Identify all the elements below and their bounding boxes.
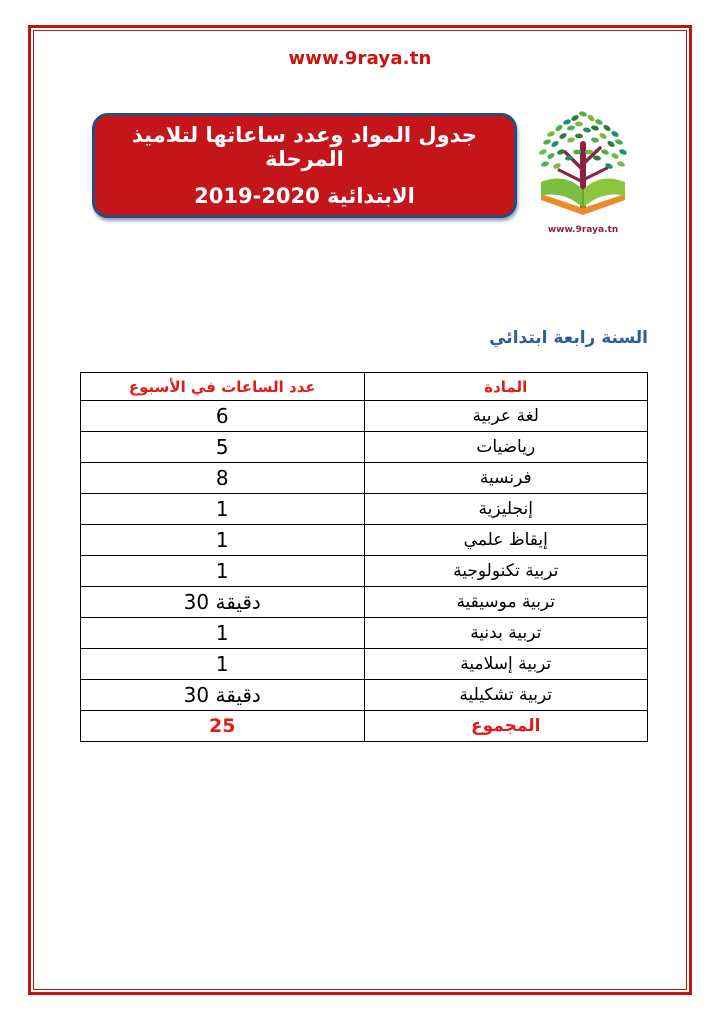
subject-cell: تربية بدنية xyxy=(364,618,648,649)
site-header-url: www.9raya.tn xyxy=(288,48,432,69)
header-subject: المادة xyxy=(364,373,648,401)
tree-book-logo-icon xyxy=(533,108,633,220)
title-line-2: الابتدائية 2020-2019 xyxy=(194,184,415,209)
total-label: المجموع xyxy=(364,711,648,742)
table-row xyxy=(81,401,648,432)
subject-cell: تربية تكنولوجية xyxy=(364,556,648,587)
hours-cell: 5 xyxy=(81,432,365,463)
title-banner xyxy=(92,113,517,218)
subject-cell: لغة عربية xyxy=(364,401,648,432)
logo-caption: www.9raya.tn xyxy=(547,225,619,235)
hours-cell: 1 xyxy=(81,649,365,680)
table-row xyxy=(81,618,648,649)
table-row xyxy=(81,432,648,463)
site-logo xyxy=(533,108,633,235)
title-line-1: جدول المواد وعدد ساعاتها لتلاميذ المرحلة xyxy=(132,122,477,171)
subjects-table xyxy=(80,372,648,742)
subject-cell: إيقاظ علمي xyxy=(364,525,648,556)
subject-cell: تربية تشكيلية xyxy=(364,680,648,711)
hours-cell: 30 دقيقة xyxy=(81,680,365,711)
hours-cell: 1 xyxy=(81,525,365,556)
hours-cell: 1 xyxy=(81,618,365,649)
table-row xyxy=(81,494,648,525)
subject-cell: فرنسية xyxy=(364,463,648,494)
hours-cell: 30 دقيقة xyxy=(81,587,365,618)
header-hours: عدد الساعات في الأسبوع xyxy=(81,373,365,401)
subject-cell: تربية إسلامية xyxy=(364,649,648,680)
table-row xyxy=(81,463,648,494)
table-row xyxy=(81,680,648,711)
table-row xyxy=(81,587,648,618)
table-row xyxy=(81,556,648,587)
total-row xyxy=(81,711,648,742)
table-row xyxy=(81,525,648,556)
subject-cell: تربية موسيقية xyxy=(364,587,648,618)
hours-cell: 6 xyxy=(81,401,365,432)
subject-cell: إنجليزية xyxy=(364,494,648,525)
table-header-row xyxy=(81,373,648,401)
total-value: 25 xyxy=(81,711,365,742)
hours-cell: 1 xyxy=(81,556,365,587)
hours-cell: 8 xyxy=(81,463,365,494)
table-row xyxy=(81,649,648,680)
subject-cell: رياضيات xyxy=(364,432,648,463)
section-title: السنة رابعة ابتدائي xyxy=(489,328,648,348)
subjects-table-body xyxy=(81,401,648,711)
hours-cell: 1 xyxy=(81,494,365,525)
